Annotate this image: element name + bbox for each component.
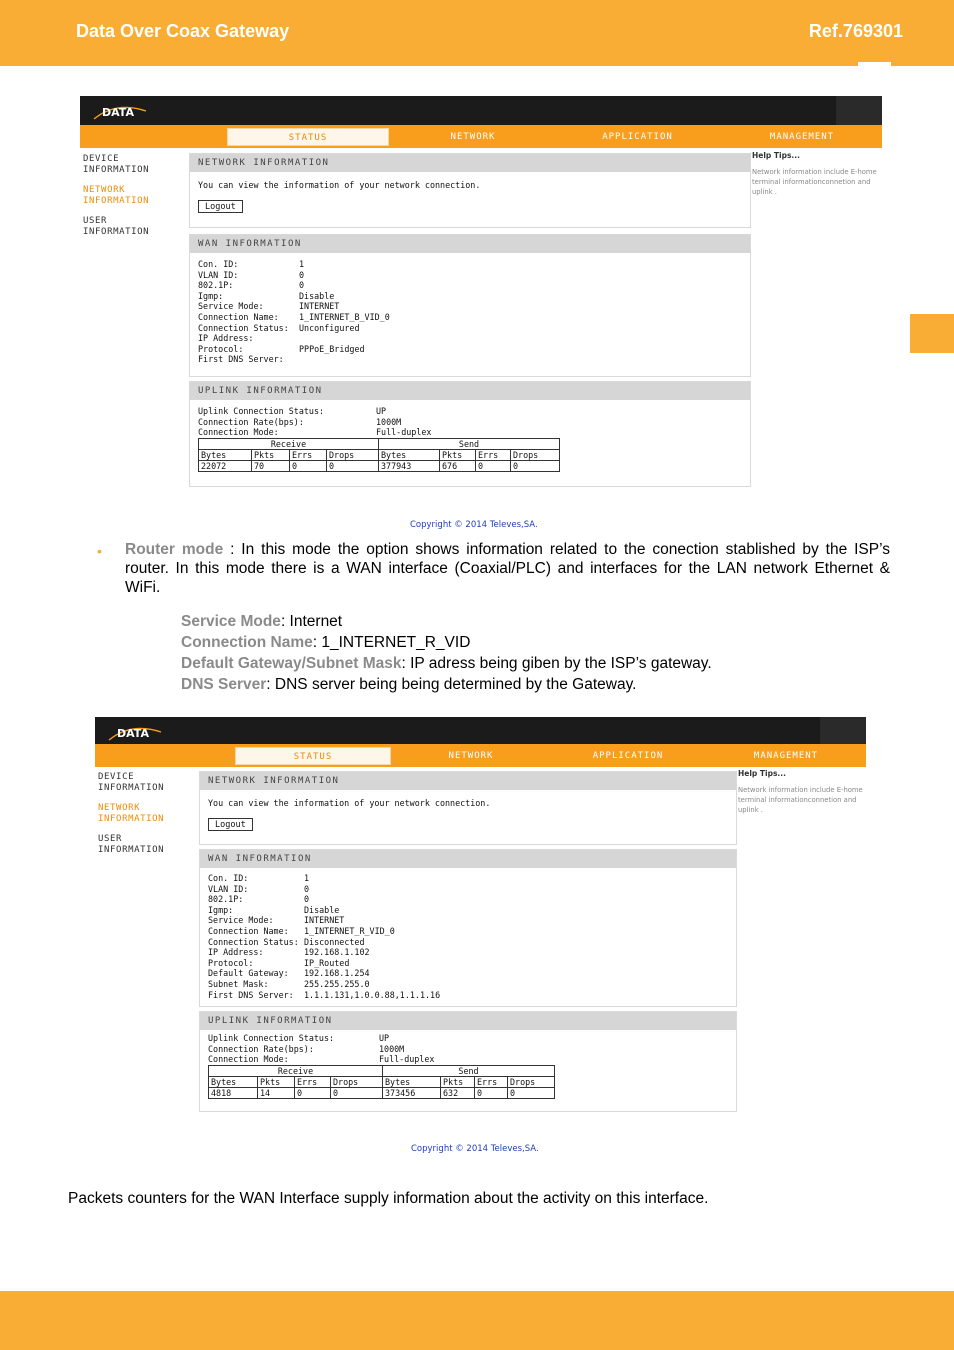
uplink-row: Connection Rate(bps): 1000M (208, 1043, 405, 1054)
table-row (199, 460, 560, 471)
panel-heading: UPLINK INFORMATION (200, 1012, 736, 1030)
topbar-gradient (836, 96, 882, 125)
traffic-counters-table (198, 438, 560, 472)
uplink-information-panel (189, 381, 751, 487)
page-header (0, 0, 954, 66)
help-tips-text: Network information include E-home terminal informationconnetion and uplink . (752, 168, 877, 196)
panel-heading: UPLINK INFORMATION (190, 382, 750, 400)
copyright-text: Copyright © 2014 Televes,SA. (410, 520, 538, 530)
uplink-row: Connection Mode: Full-duplex (198, 427, 432, 438)
column-header: Drops (511, 449, 560, 460)
table-row (209, 1087, 555, 1098)
help-tips-title: Help Tips... (738, 769, 786, 778)
panel-heading: WAN INFORMATION (190, 235, 750, 253)
wan-row: Service Mode: INTERNET (208, 915, 345, 926)
router-mode-label: Router mode (125, 541, 224, 558)
cell: 0 (508, 1087, 555, 1098)
column-header: Pkts (252, 449, 290, 460)
cell: 4818 (209, 1087, 258, 1098)
wan-row: Connection Name: 1_INTERNET_R_VID_0 (208, 925, 395, 936)
brand-logo-icon (105, 720, 167, 744)
column-header: Pkts (441, 1076, 475, 1087)
copyright-text: Copyright © 2014 Televes,SA. (411, 1144, 539, 1154)
tab-application[interactable]: APPLICATION (592, 751, 664, 761)
wan-row: IP Address: 192.168.1.102 (208, 947, 370, 958)
help-tips-text: Network information include E-home terminal informationconnetion and uplink . (738, 786, 863, 814)
column-header: Bytes (199, 449, 252, 460)
receive-header: Receive (209, 1065, 383, 1076)
sidebar-item-user-information[interactable]: USER INFORMATION (83, 216, 150, 237)
cell: 0 (327, 460, 379, 471)
wan-row: VLAN ID: 0 (208, 883, 310, 894)
help-tips (752, 151, 880, 197)
panel-heading: WAN INFORMATION (200, 850, 736, 868)
cell: 0 (295, 1087, 331, 1098)
receive-header: Receive (199, 438, 379, 449)
wan-row: Service Mode: INTERNET (198, 301, 340, 312)
sidebar-item-device-information[interactable]: DEVICE INFORMATION (98, 772, 165, 793)
topbar-gradient (820, 717, 866, 744)
document-title: Data Over Coax Gateway (76, 21, 290, 41)
tab-status[interactable]: STATUS (235, 747, 391, 765)
wan-row: 802.1P: 0 (208, 894, 310, 905)
wan-row: Connection Status: Unconfigured (198, 322, 360, 333)
brand-logo-icon (90, 99, 152, 123)
send-header: Send (383, 1065, 555, 1076)
wan-row: 802.1P: 0 (198, 280, 305, 291)
cell: 0 (475, 1087, 508, 1098)
cell: 377943 (379, 460, 440, 471)
wan-information-panel (189, 234, 751, 377)
cell: 676 (440, 460, 476, 471)
definition-item: Connection Name: 1_INTERNET_R_VID (181, 634, 471, 651)
cell: 0 (331, 1087, 383, 1098)
router-side-menu (98, 772, 202, 865)
tab-status[interactable]: STATUS (227, 128, 389, 146)
router-topbar (95, 717, 866, 744)
wan-row: Protocol: IP_Routed (208, 957, 350, 968)
wan-row: Igmp: Disable (198, 290, 335, 301)
cell: 22072 (199, 460, 252, 471)
router-mode-text: : In this mode the option shows information related to the conection stablished by the ISP’s router. In this mode there is a WAN interface (Coaxial/PLC) and interfaces for the LAN network Ethernet & WiFi. (125, 541, 890, 596)
help-tips (738, 769, 865, 815)
network-information-text: You can view the information of your network connection. (198, 180, 481, 190)
cell: 0 (290, 460, 327, 471)
tab-management[interactable]: MANAGEMENT (753, 751, 819, 761)
router-navbar (95, 744, 866, 767)
wan-row: Subnet Mask: 255.255.255.0 (208, 978, 370, 989)
cell: 0 (511, 460, 560, 471)
help-tips-title: Help Tips... (752, 151, 800, 160)
column-header: Pkts (258, 1076, 295, 1087)
svg-text:DATA: DATA (117, 727, 149, 740)
definition-item: Service Mode: Internet (181, 613, 343, 630)
uplink-row: Uplink Connection Status: UP (198, 406, 387, 416)
column-header: Bytes (379, 449, 440, 460)
router-topbar (80, 96, 882, 125)
panel-heading: NETWORK INFORMATION (190, 154, 750, 172)
cell: 373456 (383, 1087, 441, 1098)
logout-button[interactable]: Logout (208, 818, 253, 831)
column-header: Pkts (440, 449, 476, 460)
uplink-row: Connection Mode: Full-duplex (208, 1054, 435, 1065)
header-notch (858, 62, 891, 66)
wan-row: Protocol: PPPoE_Bridged (198, 343, 365, 354)
uplink-row: Uplink Connection Status: UP (208, 1033, 390, 1043)
uplink-row: Connection Rate(bps): 1000M (198, 416, 402, 427)
cell: 70 (252, 460, 290, 471)
wan-information-panel (199, 849, 737, 1007)
sidebar-item-device-information[interactable]: DEVICE INFORMATION (83, 154, 150, 175)
cell: 632 (441, 1087, 475, 1098)
packet-counters-note: Packets counters for the WAN Interface supply information about the activity on this interface. (68, 1190, 709, 1207)
sidebar-item-network-information[interactable]: NETWORK INFORMATION (83, 185, 150, 206)
cell: 14 (258, 1087, 295, 1098)
wan-row: IP Address: (198, 333, 254, 344)
wan-row: First DNS Server: 1.1.1.131,1.0.0.88,1.1.1.16 (208, 989, 441, 1000)
column-header: Drops (508, 1076, 555, 1087)
page-footer (0, 1291, 954, 1350)
column-header: Drops (331, 1076, 383, 1087)
network-information-panel (189, 153, 751, 228)
tab-application[interactable]: APPLICATION (602, 132, 673, 142)
traffic-counters-table (208, 1065, 555, 1099)
column-header: Drops (327, 449, 379, 460)
router-screenshot-bridge-mode (80, 96, 882, 536)
column-header: Bytes (209, 1076, 258, 1087)
panel-heading: NETWORK INFORMATION (200, 772, 736, 790)
column-header: Errs (290, 449, 327, 460)
definition-item: DNS Server: DNS server being being determined by the Gateway. (181, 676, 637, 693)
wan-row: VLAN ID: 0 (198, 269, 305, 280)
document-reference: Ref.769301 (808, 21, 903, 41)
side-tab-marker (910, 314, 954, 353)
router-screenshot-router-mode (95, 717, 866, 1157)
wan-row: Connection Name: 1_INTERNET_B_VID_0 (198, 311, 390, 322)
wan-row: Con. ID: 1 (208, 873, 310, 883)
column-header: Errs (476, 449, 511, 460)
logout-button[interactable]: Logout (198, 200, 243, 213)
uplink-information-panel (199, 1011, 737, 1112)
router-side-menu (83, 154, 187, 247)
wan-row: First DNS Server: (198, 354, 284, 365)
column-header: Errs (295, 1076, 331, 1087)
cell: 0 (476, 460, 511, 471)
router-mode-paragraph (125, 541, 890, 597)
tab-network[interactable]: NETWORK (450, 132, 496, 142)
definition-item: Default Gateway/Subnet Mask: IP adress being giben by the ISP’s gateway. (181, 655, 712, 672)
wan-row: Default Gateway: 192.168.1.254 (208, 968, 370, 979)
column-header: Errs (475, 1076, 508, 1087)
router-navbar (80, 125, 882, 148)
wan-row: Connection Status: Disconnected (208, 936, 365, 947)
bullet-marker: • (97, 543, 102, 559)
network-information-text: You can view the information of your network connection. (208, 798, 491, 808)
sidebar-item-user-information[interactable]: USER INFORMATION (98, 834, 165, 855)
tab-network[interactable]: NETWORK (448, 751, 494, 761)
wan-row: Con. ID: 1 (198, 259, 305, 269)
network-information-panel (199, 771, 737, 845)
router-mode-definitions (181, 611, 712, 695)
column-header: Bytes (383, 1076, 441, 1087)
svg-text:DATA: DATA (102, 106, 134, 119)
wan-row: Igmp: Disable (208, 904, 340, 915)
tab-management[interactable]: MANAGEMENT (769, 132, 835, 142)
sidebar-item-network-information[interactable]: NETWORK INFORMATION (98, 803, 165, 824)
send-header: Send (379, 438, 560, 449)
